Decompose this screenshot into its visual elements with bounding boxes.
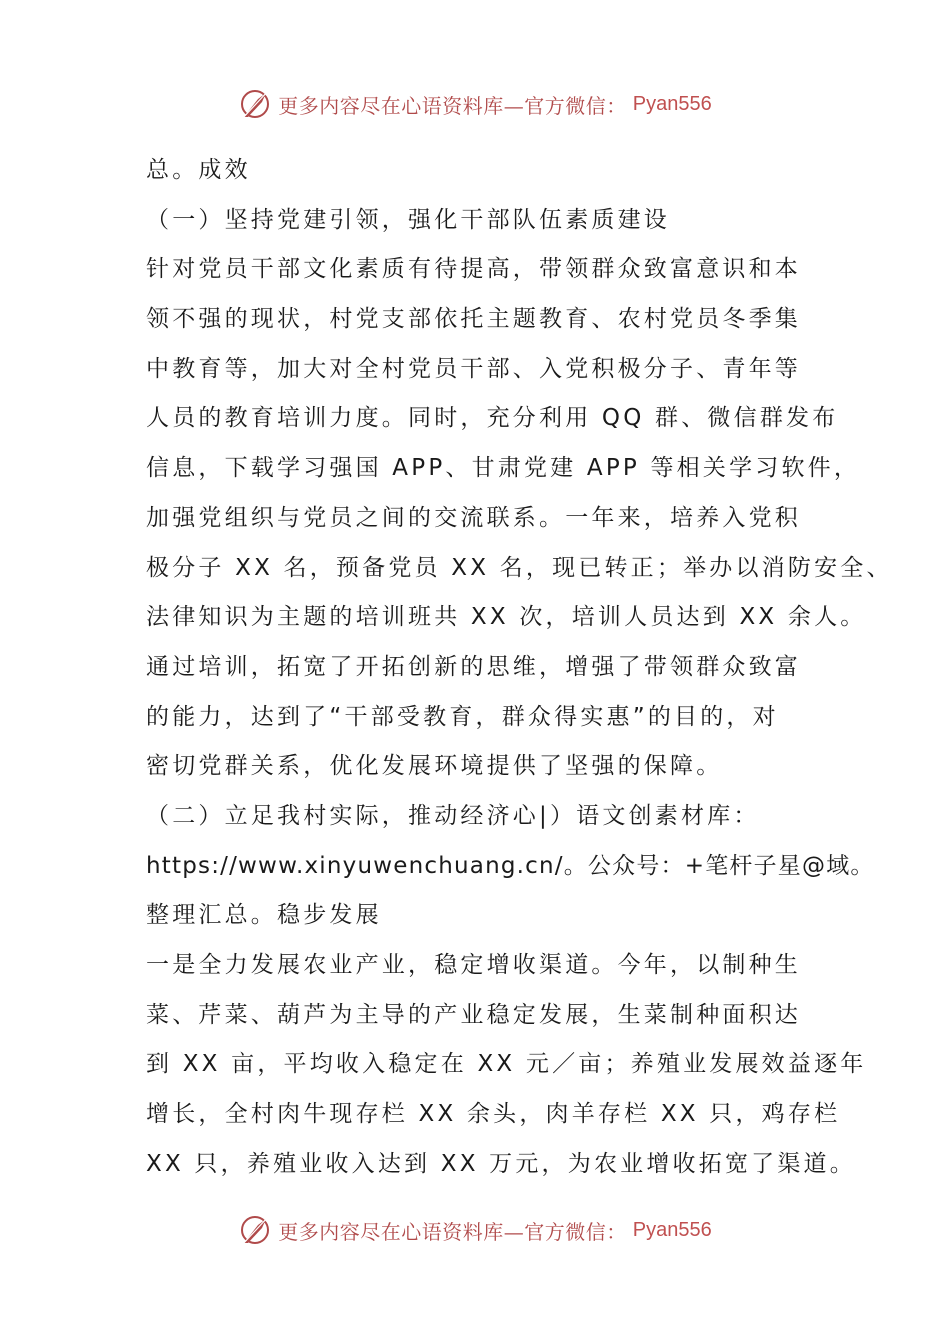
text-line: 领不强的现状，村党支部依托主题教育、农村党员冬季集 (146, 306, 801, 333)
header-watermark-banner (0, 84, 950, 124)
text-line: 增长，全村肉牛现存栏 XX 余头，肉羊存栏 XX 只，鸡存栏 (146, 1101, 841, 1128)
section-heading: （一）坚持党建引领，强化干部队伍素质建设 (146, 206, 670, 233)
text-line: 极分子 XX 名，预备党员 XX 名，现已转正；举办以消防安全、 (146, 554, 893, 581)
text-line-url: https://www.xinyuwenchuang.cn/。公众号：+笔杆子星@域。 (146, 852, 875, 879)
text-line: 人员的教育培训力度。同时，充分利用 QQ 群、微信群发布 (146, 405, 839, 432)
text-line: 的能力，达到了“干部受教育，群众得实惠”的目的，对 (146, 703, 779, 730)
banner-text: 更多内容尽在心语资料库—官方微信： (278, 1219, 627, 1244)
text-line: 针对党员干部文化素质有待提高，带领群众致富意识和本 (146, 256, 801, 283)
text-line: 总。成效 (146, 157, 251, 183)
banner-wechat-id: Pyan556 (632, 92, 712, 115)
quill-logo-icon (238, 1213, 272, 1247)
footer-watermark-banner (0, 1210, 950, 1250)
text-line: 密切党群关系，优化发展环境提供了坚强的保障。 (146, 753, 723, 780)
banner-text: 更多内容尽在心语资料库—官方微信： (278, 93, 627, 118)
section-heading: （二）立足我村实际，推动经济心|）语文创素材库： (146, 802, 760, 829)
text-line: 通过培训，拓宽了开拓创新的思维，增强了带领群众致富 (146, 653, 801, 680)
text-line: 一是全力发展农业产业，稳定增收渠道。今年，以制种生 (146, 952, 801, 978)
text-line: 中教育等，加大对全村党员干部、入党积极分子、青年等 (146, 355, 801, 382)
text-line: 整理汇总。稳步发展 (146, 902, 382, 929)
text-line: 法律知识为主题的培训班共 XX 次，培训人员达到 XX 余人。 (146, 604, 867, 631)
text-line: 到 XX 亩，平均收入稳定在 XX 元／亩；养殖业发展效益逐年 (146, 1051, 867, 1078)
document-body (146, 146, 893, 1189)
text-line: 信息，下载学习强国 APP、甘肃党建 APP 等相关学习软件， (146, 455, 861, 482)
text-line: 加强党组织与党员之间的交流联系。一年来，培养入党积 (146, 504, 801, 531)
text-line: 菜、芹菜、葫芦为主导的产业稳定发展，生菜制种面积达 (146, 1001, 801, 1028)
quill-logo-icon (238, 87, 272, 121)
text-line: XX 只，养殖业收入达到 XX 万元，为农业增收拓宽了渠道。 (146, 1150, 856, 1177)
banner-wechat-id: Pyan556 (632, 1218, 712, 1241)
